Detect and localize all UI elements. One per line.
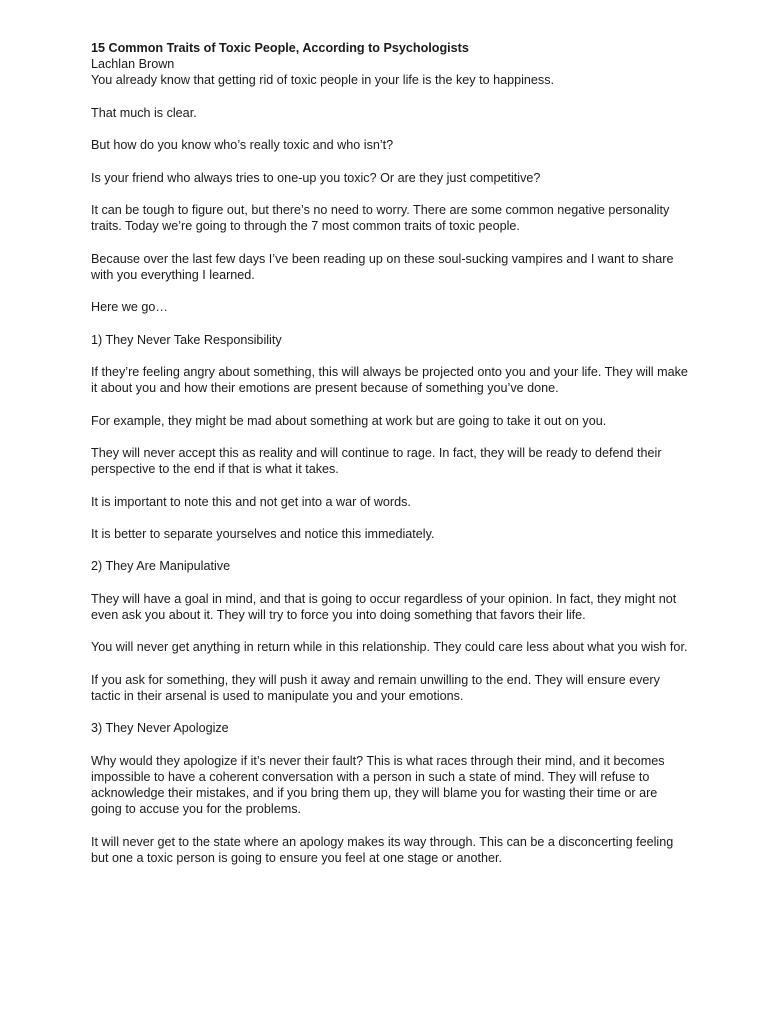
paragraph: They will have a goal in mind, and that is going to occur regardless of your opinion. In fact, they might not even ask you about it. They will try to force you into doing something that favors their life.: [91, 591, 677, 622]
paragraph: If they’re feeling angry about something, this will always be projected onto you and your life. They will make it about you and how their emotions are present because of something you’ve done.: [91, 364, 688, 396]
paragraph: It is better to separate yourselves and notice this immediately.: [91, 526, 435, 541]
paragraph: That much is clear.: [91, 105, 197, 120]
paragraph: For example, they might be mad about something at work but are going to take it out on you.: [91, 413, 607, 428]
paragraph: It can be tough to figure out, but there’s no need to worry. There are some common negative personality traits. Today we’re going to through the 7 most common traits of toxic people.: [91, 202, 670, 234]
paragraph: It is important to note this and not get into a war of words.: [91, 494, 411, 509]
section-heading-3: 3) They Never Apologize: [91, 721, 229, 736]
paragraph: If you ask for something, they will push it away and remain unwilling to the end. They will ensure every tactic in their arsenal is used to manipulate you and your emotions.: [91, 672, 660, 703]
document-author: Lachlan Brown: [91, 57, 175, 72]
paragraph: Here we go…: [91, 300, 168, 315]
document-body: [91, 40, 691, 882]
section-heading-1: 1) They Never Take Responsibility: [91, 332, 282, 347]
paragraph: You will never get anything in return while in this relationship. They could care less about what you wish for.: [91, 640, 688, 655]
paragraph: It will never get to the state where an apology makes its way through. This can be a disconcerting feeling but one a toxic person is going to ensure you feel at one stage or another.: [91, 834, 674, 865]
paragraph: They will never accept this as reality and will continue to rage. In fact, they will be ready to defend their perspective to the end if that is what it takes.: [91, 445, 662, 477]
section-heading-2: 2) They Are Manipulative: [91, 559, 231, 574]
paragraph: Because over the last few days I’ve been reading up on these soul-sucking vampires and I want to share with you everything I learned.: [91, 251, 674, 282]
paragraph: But how do you know who’s really toxic and who isn’t?: [91, 138, 394, 153]
paragraph: Is your friend who always tries to one-up you toxic? Or are they just competitive?: [91, 170, 541, 185]
paragraph: Why would they apologize if it’s never their fault? This is what races through their mind, and it becomes impossible to have a coherent conversation with a person in such a state of mind. They will refuse to acknowledge their mistakes, and if you bring them up, they will blame you for wasting their time or are going to accuse you for the problems.: [91, 753, 665, 817]
paragraph-intro: You already know that getting rid of toxic people in your life is the key to happiness.: [91, 73, 554, 88]
document-title: 15 Common Traits of Toxic People, According to Psychologists: [91, 41, 469, 55]
